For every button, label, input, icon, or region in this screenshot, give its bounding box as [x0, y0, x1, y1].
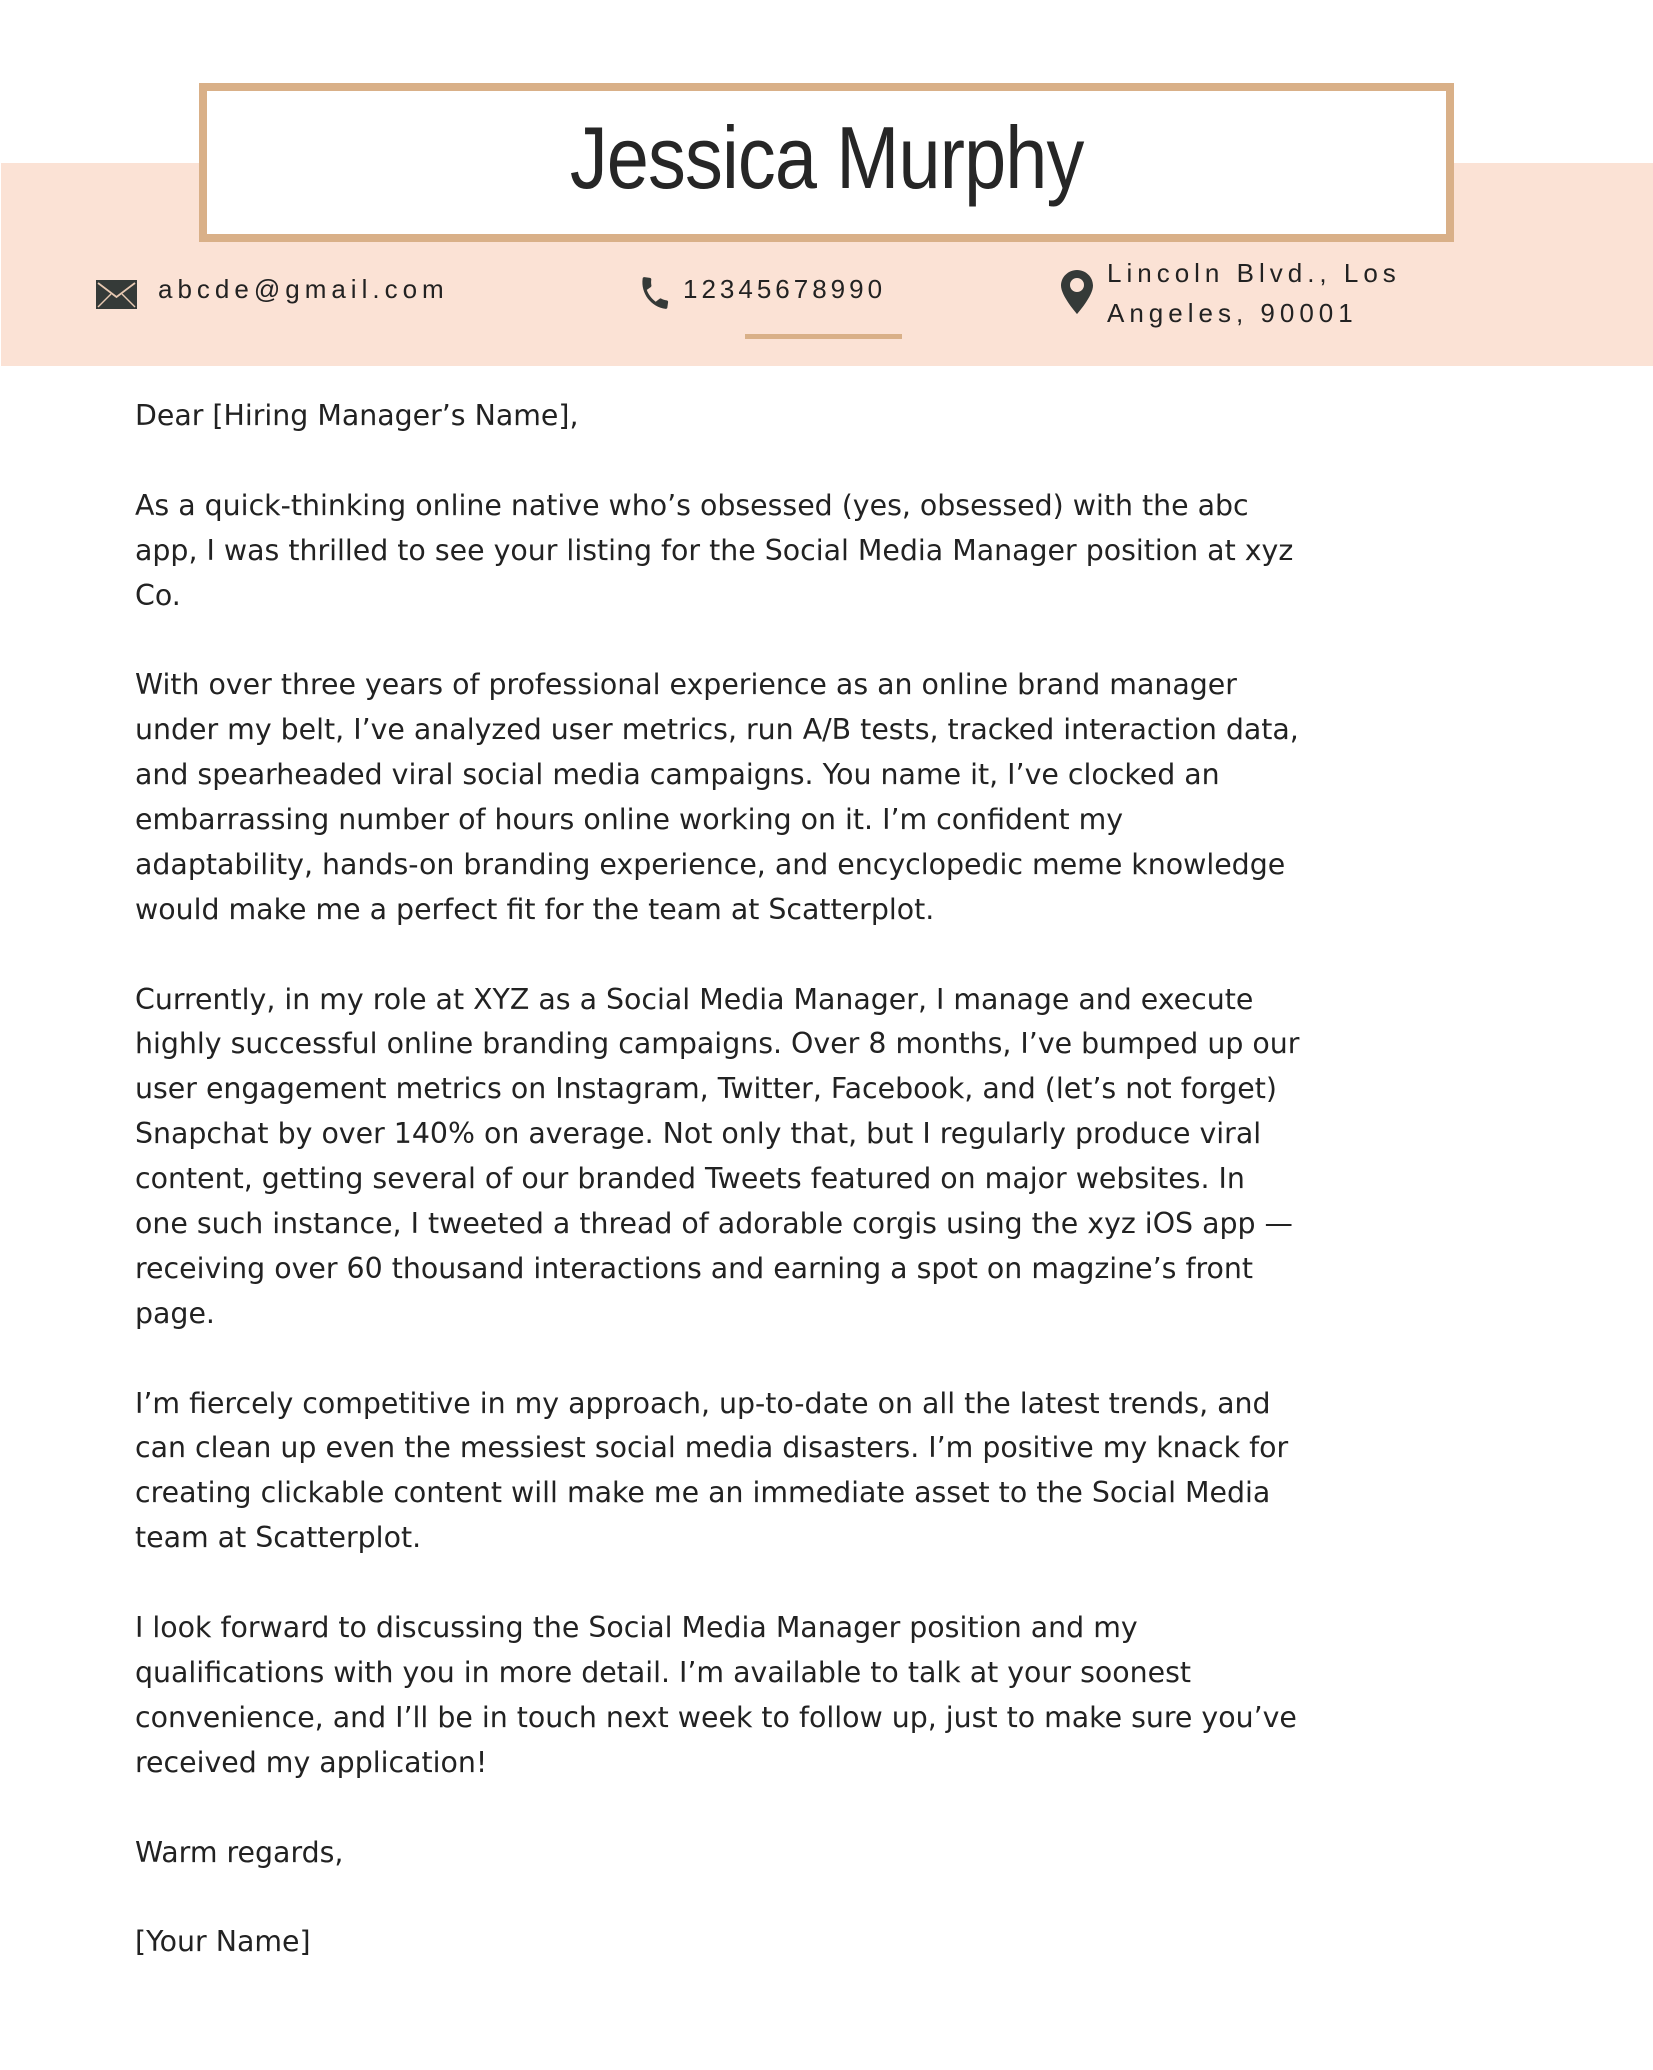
paragraph-line: highly successful online branding campaigns. Over 8 months, I’ve bumped up our: [135, 1027, 1300, 1061]
applicant-name-text: Jessica Murphy: [569, 108, 1084, 207]
body-paragraph: [135, 978, 1585, 1337]
closing: [135, 1831, 1585, 1876]
paragraph-line: app, I was thrilled to see your listing for the Social Media Manager position at xyz: [135, 533, 1294, 567]
paragraph-line: convenience, and I’ll be in touch next week to follow up, just to make sure you’ve: [135, 1700, 1297, 1734]
phone-icon: [636, 274, 674, 312]
accent-divider: [745, 334, 902, 339]
body-paragraph: [135, 1382, 1585, 1562]
email-text[interactable]: abcde@gmail.com: [158, 274, 449, 304]
paragraph-line: creating clickable content will make me an immediate asset to the Social Media: [135, 1476, 1271, 1510]
phone-text[interactable]: 12345678990: [683, 274, 887, 304]
closing-text: Warm regards,: [135, 1835, 344, 1869]
paragraph-line: page.: [135, 1296, 215, 1330]
paragraph-line: under my belt, I’ve analyzed user metrics, run A/B tests, tracked interaction data,: [135, 713, 1299, 747]
map-pin-icon: [1061, 270, 1093, 314]
paragraph-line: can clean up even the messiest social media disasters. I’m positive my knack for: [135, 1431, 1289, 1465]
paragraph-line: Snapchat by over 140% on average. Not only that, but I regularly produce viral: [135, 1117, 1262, 1151]
letter-body: [135, 394, 1585, 2010]
paragraph-line: user engagement metrics on Instagram, Twitter, Facebook, and (let’s not forget): [135, 1072, 1277, 1106]
name-box: [199, 83, 1454, 242]
paragraph-line: embarrassing number of hours online working on it. I’m confident my: [135, 803, 1124, 837]
paragraph-line: With over three years of professional experience as an online brand manager: [135, 668, 1237, 702]
paragraph-line: qualifications with you in more detail. I’m available to talk at your soonest: [135, 1655, 1192, 1689]
paragraph-line: would make me a perfect fit for the team at Scatterplot.: [135, 892, 935, 926]
envelope-icon: [96, 280, 137, 309]
paragraph-line: received my application!: [135, 1745, 488, 1779]
paragraph-line: Currently, in my role at XYZ as a Social Media Manager, I manage and execute: [135, 982, 1254, 1016]
salutation: [135, 394, 1585, 439]
paragraph-line: I look forward to discussing the Social Media Manager position and my: [135, 1611, 1138, 1645]
paragraph-line: I’m fiercely competitive in my approach, up-to-date on all the latest trends, and: [135, 1386, 1271, 1420]
paragraph-line: receiving over 60 thousand interactions and earning a spot on magzine’s front: [135, 1251, 1254, 1285]
paragraph-line: one such instance, I tweeted a thread of adorable corgis using the xyz iOS app —: [135, 1207, 1293, 1241]
paragraph-line: adaptability, hands-on branding experience, and encyclopedic meme knowledge: [135, 847, 1286, 881]
applicant-name: [207, 103, 1446, 213]
body-paragraph: [135, 484, 1585, 619]
paragraph-line: and spearheaded viral social media campaigns. You name it, I’ve clocked an: [135, 758, 1220, 792]
signature-text: [Your Name]: [135, 1925, 311, 1959]
paragraph-line: team at Scatterplot.: [135, 1521, 422, 1555]
paragraph-line: content, getting several of our branded Tweets featured on major websites. In: [135, 1162, 1245, 1196]
address-line-2: Angeles, 90001: [1107, 298, 1358, 328]
body-paragraph: [135, 1606, 1585, 1786]
paragraph-line: As a quick-thinking online native who’s obsessed (yes, obsessed) with the abc: [135, 488, 1249, 522]
salutation-text: Dear [Hiring Manager’s Name],: [135, 399, 579, 432]
signature: [135, 1920, 1585, 1965]
body-paragraph: [135, 663, 1585, 932]
address-line-1: Lincoln Blvd., Los: [1107, 258, 1401, 288]
paragraph-line: Co.: [135, 578, 181, 612]
